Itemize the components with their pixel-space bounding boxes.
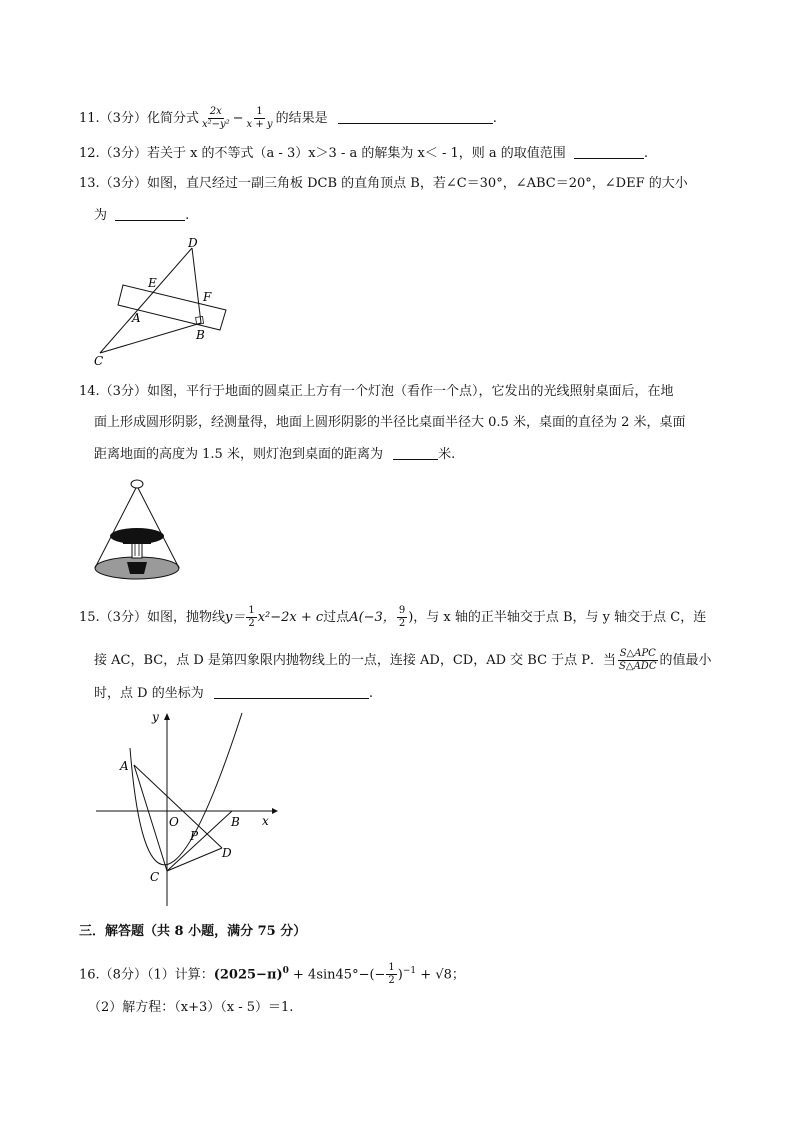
label-d: D — [222, 846, 232, 860]
label-c: C — [150, 870, 160, 884]
parabola-curve — [130, 713, 242, 865]
question-15-line-2: 接 AC，BC，点 D 是第四象限内抛物线上的一点，连接 AD，CD，AD 交 BC 于点 P．当 $\frac{\text{S△APC}}{\text{S△ADC}}$ 的值最小 — [94, 648, 712, 672]
q15-nine-halves: $\frac{9}{2}$ — [398, 605, 406, 629]
q14-lamp-table-figure — [92, 478, 192, 583]
label-e: E — [148, 276, 157, 290]
light-ray-left — [95, 486, 137, 568]
label-c: C — [94, 354, 104, 368]
question-15-line-3: 时，点 D 的坐标为 . — [94, 686, 373, 701]
question-14-line-1: 14.（3分）如图，平行于地面的圆桌正上方有一个灯泡（看作一个点），它发出的光线照射桌面后，在地 — [79, 384, 674, 399]
question-13-line-2: 为 . — [94, 208, 190, 223]
q15-half: $\frac{1}{2}$ — [248, 605, 255, 629]
question-14-line-2: 面上形成圆形阴影，经测量得，地面上圆形阴影的半径比桌面半径大 0.5 米，桌面的直径为 2 米，桌面 — [94, 415, 686, 430]
label-p: P — [190, 829, 199, 843]
label-x: x — [262, 814, 269, 828]
question-14-line-3: 距离地面的高度为 1.5 米，则灯泡到桌面的距离为 米. — [94, 447, 456, 462]
section-3-title: 三．解答题（共 8 小题，满分 75 分） — [79, 924, 307, 939]
q11-prefix: 11.（3分）化简分式 — [79, 111, 199, 126]
label-y: y — [152, 710, 159, 724]
label-a: A — [132, 311, 141, 325]
question-12: 12.（3分）若关于 x 的不等式（a - 3）x＞3 - a 的解集为 x＜ - 1，则 a 的取值范围 . — [79, 146, 649, 161]
q13-ruler-triangle-figure — [88, 235, 238, 370]
label-f: F — [203, 290, 212, 304]
q16-half: $\frac{1}{2}$ — [388, 962, 395, 987]
triangle-side-cd — [100, 248, 192, 353]
q14-answer-blank[interactable] — [393, 445, 438, 460]
lamp-bulb — [131, 480, 143, 488]
label-d: D — [188, 236, 198, 250]
q11-answer-blank[interactable] — [338, 109, 493, 124]
x-axis-arrow — [272, 808, 278, 814]
q11-fraction-1: $\frac{2x}{\text{x²−y²}}$ — [201, 106, 230, 130]
q12-text: 12.（3分）若关于 x 的不等式（a - 3）x＞3 - a 的解集为 x＜ - 1，则 a 的取值范围 — [79, 146, 566, 161]
table-base-shadow — [127, 562, 147, 574]
q15-area-ratio: $\frac{\text{S△APC}}{\text{S△ADC}}$ — [619, 648, 657, 672]
y-axis-arrow — [164, 713, 170, 720]
q11-suffix: 的结果是 — [275, 111, 328, 126]
triangle-side-db — [192, 248, 201, 323]
question-16-line-1: 16.（8分）（1）计算：$(2025-\pi)^0 + 4\sin 45^\circ-(-$ $\frac{1}{2}$ )$^{-1}$ + √8； — [79, 962, 465, 987]
table-apron — [123, 540, 151, 544]
label-a: A — [120, 759, 129, 773]
label-b: B — [231, 815, 240, 829]
q12-answer-blank[interactable] — [574, 144, 644, 159]
q15-answer-blank[interactable] — [214, 684, 369, 699]
q13-answer-blank[interactable] — [115, 206, 185, 221]
question-16-line-2: （2）解方程：（x+3）（x - 5）＝1. — [88, 1000, 294, 1015]
light-ray-right — [137, 486, 179, 568]
label-b: B — [196, 328, 205, 342]
label-o: O — [169, 815, 179, 829]
q11-fraction-2: $\frac{1}{x + y}$ — [246, 106, 273, 130]
triangle-side-cb — [100, 323, 201, 353]
question-11: 11.（3分）化简分式 $\frac{2x}{\text{x²−y²}}$ − $\frac{1}{x + y}$ 的结果是 . — [79, 106, 497, 130]
q15-parabola-figure — [92, 708, 282, 908]
question-13-line-1: 13.（3分）如图，直尺经过一副三角板 DCB 的直角顶点 B，若∠C＝30°，∠ABC＝20°，∠DEF 的大小 — [79, 176, 688, 191]
question-15-line-1: 15.（3分）如图，抛物线y＝ $\frac{1}{2}$ x²−2x + c过点A(−3， $\frac{9}{2}$ )，与 x 轴的正半轴交于点 B，与 y 轴交于点 C，连 — [79, 605, 707, 629]
